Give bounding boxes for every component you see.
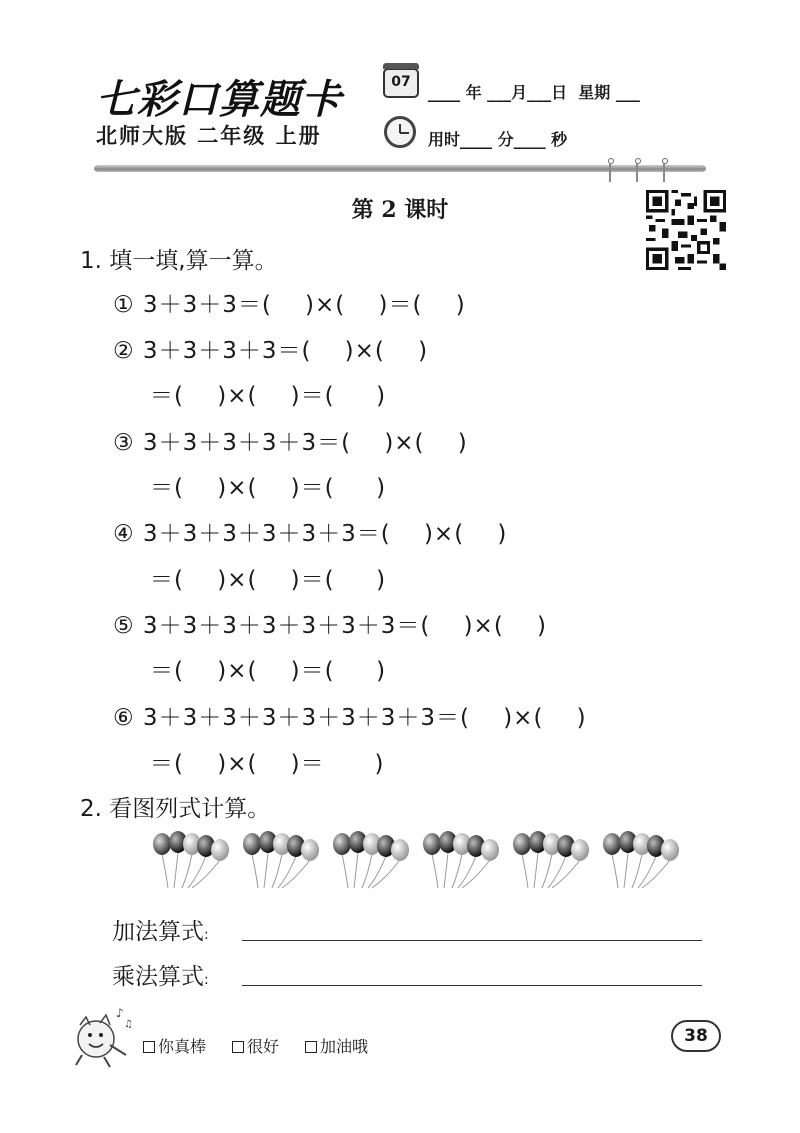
equation-line: ＝( )×( )＝ ) <box>150 751 385 777</box>
balloon-picture <box>148 828 688 898</box>
equation-line: ＝( )×( )＝( ) <box>150 383 387 409</box>
balloon-group <box>333 831 409 888</box>
checkbox-icon[interactable] <box>143 1041 155 1053</box>
question-2-title: 2. 看图列式计算。 <box>80 796 271 822</box>
brand-logo: 七彩口算题卡 <box>96 76 342 123</box>
pin-icon <box>660 158 668 182</box>
equation-line: ② 3＋3＋3＋3＝( )×( ) <box>113 338 429 364</box>
equation-line: ＝( )×( )＝( ) <box>150 475 387 501</box>
equation-line: ⑤ 3＋3＋3＋3＋3＋3＋3＝( )×( ) <box>113 613 548 639</box>
equation-line: ＝( )×( )＝( ) <box>150 567 387 593</box>
calendar-icon: 07 <box>383 68 419 98</box>
question-1-title: 1. 填一填,算一算。 <box>80 248 278 274</box>
pin-icon <box>606 158 614 182</box>
equation-line: ① 3＋3＋3＝( )×( )＝( ) <box>113 292 466 318</box>
balloon-group <box>153 831 229 888</box>
rating-option-keep-going[interactable]: 加油哦 <box>305 1034 368 1057</box>
svg-text:♫: ♫ <box>124 1019 133 1030</box>
date-line: ____ 年 ___月___日 星期 ___ <box>428 83 640 102</box>
equation-line: ③ 3＋3＋3＋3＋3＝( )×( ) <box>113 430 468 456</box>
time-line: 用时____ 分____ 秒 <box>428 130 568 149</box>
multiplication-answer-line[interactable] <box>242 985 702 986</box>
addition-answer-line[interactable] <box>242 940 702 941</box>
mascot-icon <box>70 1005 132 1069</box>
balloon-group <box>423 831 499 888</box>
page-number: 38 <box>671 1020 721 1052</box>
balloon-group <box>243 831 319 888</box>
addition-label: 加法算式: <box>112 919 209 945</box>
qr-code[interactable] <box>646 190 726 270</box>
svg-text:♪: ♪ <box>116 1006 124 1020</box>
checkbox-icon[interactable] <box>305 1041 317 1053</box>
equation-line: ④ 3＋3＋3＋3＋3＋3＝( )×( ) <box>113 521 508 547</box>
equation-line: ⑥ 3＋3＋3＋3＋3＋3＋3＋3＝( )×( ) <box>113 705 587 731</box>
lesson-title: 第 2 课时 <box>351 197 449 223</box>
balloon-group <box>513 831 589 888</box>
clock-icon <box>384 116 416 148</box>
pin-icon <box>633 158 641 182</box>
edition-text: 北师大版 二年级 上册 <box>96 124 322 148</box>
equation-line: ＝( )×( )＝( ) <box>150 658 387 684</box>
header-rule <box>94 165 706 172</box>
balloon-group <box>603 831 679 888</box>
rating-option-great[interactable]: 你真棒 <box>143 1034 206 1057</box>
rating-option-good[interactable]: 很好 <box>232 1034 279 1057</box>
multiplication-label: 乘法算式: <box>112 964 209 990</box>
checkbox-icon[interactable] <box>232 1041 244 1053</box>
